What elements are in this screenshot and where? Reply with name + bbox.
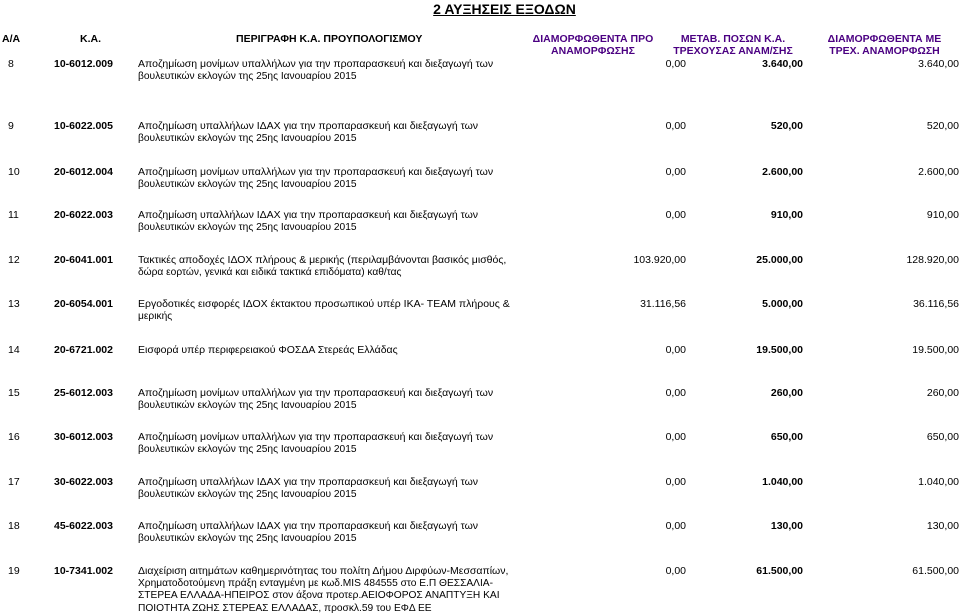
page-title: 2 ΑΥΞΗΣΕΙΣ ΕΞΟΔΩΝ <box>433 1 576 17</box>
account-code: 20-6054.001 <box>54 298 113 310</box>
value-after: 1.040,00 <box>918 476 959 488</box>
account-code: 20-6022.003 <box>54 209 113 221</box>
value-after: 19.500,00 <box>912 344 959 356</box>
row-description: Εργοδοτικές εισφορές ΙΔΟΧ έκτακτου προσωπικού υπέρ ΙΚΑ- ΤΕΑΜ πλήρους & μερικής <box>138 298 510 322</box>
value-after: 650,00 <box>926 431 959 443</box>
row-description: Αποζημίωση υπαλλήλων ΙΔΑΧ για την προπαρασκευή και διεξαγωγή των βουλευτικών εκλογών της 25ης Ιανουαρίου 2015 <box>138 476 479 500</box>
row-number: 16 <box>8 431 20 443</box>
account-code: 20-6721.002 <box>54 344 113 356</box>
account-code: 20-6012.004 <box>54 166 113 178</box>
account-code: 30-6022.003 <box>54 476 113 488</box>
value-before: 0,00 <box>665 120 686 132</box>
value-before: 0,00 <box>665 209 686 221</box>
value-change: 19.500,00 <box>756 344 803 356</box>
header-description: ΠΕΡΙΓΡΑΦΗ Κ.Α. ΠΡΟΥΠΟΛΟΓΙΣΜΟΥ <box>236 33 423 45</box>
value-after: 61.500,00 <box>912 565 959 577</box>
value-change: 910,00 <box>770 209 803 221</box>
value-before: 0,00 <box>665 344 686 356</box>
row-description: Αποζημίωση υπαλλήλων ΙΔΑΧ για την προπαρασκευή και διεξαγωγή των βουλευτικών εκλογών της 25ης Ιανουαρίου 2015 <box>138 209 479 233</box>
value-change: 130,00 <box>770 520 803 532</box>
header-aa: Α/Α <box>2 33 21 45</box>
row-description: Αποζημίωση υπαλλήλων ΙΔΑΧ για την προπαρασκευή και διεξαγωγή των βουλευτικών εκλογών της 25ης Ιανουαρίου 2015 <box>138 520 479 544</box>
value-change: 5.000,00 <box>762 298 803 310</box>
value-change: 25.000,00 <box>756 254 803 266</box>
row-description: Εισφορά υπέρ περιφερειακού ΦΟΣΔΑ Στερεάς Ελλάδας <box>138 344 398 356</box>
row-description: Αποζημίωση μονίμων υπαλλήλων για την προπαρασκευή και διεξαγωγή των βουλευτικών εκλογών της 25ης Ιανουαρίου 2015 <box>138 166 494 190</box>
value-after: 910,00 <box>926 209 959 221</box>
value-after: 260,00 <box>926 387 959 399</box>
account-code: 10-6022.005 <box>54 120 113 132</box>
account-code: 10-7341.002 <box>54 565 113 577</box>
value-change: 3.640,00 <box>762 58 803 70</box>
value-before: 0,00 <box>665 476 686 488</box>
value-change: 520,00 <box>770 120 803 132</box>
value-before: 0,00 <box>665 431 686 443</box>
row-description: Αποζημίωση μονίμων υπαλλήλων για την προπαρασκευή και διεξαγωγή των βουλευτικών εκλογών της 25ης Ιανουαρίου 2015 <box>138 58 494 82</box>
header-col-after: ΔΙΑΜΟΡΦΩΘΕΝΤΑ ΜΕ ΤΡΕΧ. ΑΝΑΜΟΡΦΩΣΗ <box>827 33 942 57</box>
header-col-before: ΔΙΑΜΟΡΦΩΘΕΝΤΑ ΠΡΟ ΑΝΑΜΟΡΦΩΣΗΣ <box>532 33 654 57</box>
row-description: Αποζημίωση μονίμων υπαλλήλων για την προπαρασκευή και διεξαγωγή των βουλευτικών εκλογών της 25ης Ιανουαρίου 2015 <box>138 387 494 411</box>
value-after: 36.116,56 <box>913 298 959 310</box>
value-change: 260,00 <box>770 387 803 399</box>
row-number: 15 <box>8 387 20 399</box>
row-description: Αποζημίωση υπαλλήλων ΙΔΑΧ για την προπαρασκευή και διεξαγωγή των βουλευτικών εκλογών της 25ης Ιανουαρίου 2015 <box>138 120 479 144</box>
row-number: 9 <box>8 120 14 132</box>
value-change: 650,00 <box>770 431 803 443</box>
value-before: 103.920,00 <box>633 254 686 266</box>
account-code: 25-6012.003 <box>54 387 113 399</box>
value-change: 61.500,00 <box>756 565 803 577</box>
row-number: 18 <box>8 520 20 532</box>
row-number: 19 <box>8 565 20 577</box>
row-number: 11 <box>8 209 19 221</box>
row-description: Διαχείριση αιτημάτων καθημερινότητας του πολίτη Δήμου Διρφύων-Μεσσαπίων, Χρηματοδοτούμενη πράξη ενταγμένη με κωδ.MIS 484555 στο Ε.Π ΘΕΣΣΑΛΙΑ- ΣΤΕΡΕΑ ΕΛΛΑΔΑ-ΗΠΕΙΡΟΣ στον άξονα προτερ.ΑΕΙΟΦΟΡΟΣ ΑΝΑΠΤΥΞΗ ΚΑΙ ΠΟΙΟΤΗΤΑ ΖΩΗΣ ΣΤΕΡΕΑΣ ΕΛΛΑΔΑΣ, προσκλ.59 του ΕΦΔ ΕΕ <box>138 565 509 614</box>
value-before: 0,00 <box>665 166 686 178</box>
row-number: 10 <box>8 166 20 178</box>
account-code: 45-6022.003 <box>54 520 113 532</box>
header-ka: Κ.Α. <box>80 33 101 45</box>
value-after: 3.640,00 <box>918 58 959 70</box>
value-before: 0,00 <box>665 58 686 70</box>
value-before: 31.116,56 <box>640 298 686 310</box>
value-after: 520,00 <box>926 120 959 132</box>
row-number: 12 <box>8 254 20 266</box>
account-code: 30-6012.003 <box>54 431 113 443</box>
value-after: 130,00 <box>926 520 959 532</box>
value-before: 0,00 <box>665 565 686 577</box>
row-number: 17 <box>8 476 20 488</box>
value-before: 0,00 <box>665 520 686 532</box>
row-number: 14 <box>8 344 20 356</box>
row-number: 13 <box>8 298 20 310</box>
row-description: Αποζημίωση μονίμων υπαλλήλων για την προπαρασκευή και διεξαγωγή των βουλευτικών εκλογών της 25ης Ιανουαρίου 2015 <box>138 431 494 455</box>
row-number: 8 <box>8 58 14 70</box>
row-description: Τακτικές αποδοχές ΙΔΟΧ πλήρους & μερικής (περιλαμβάνονται βασικός μισθός, δώρα εορτών, γενικά και ειδικά τακτικά επιδόματα) καθ/τας <box>138 254 507 278</box>
value-after: 128.920,00 <box>906 254 959 266</box>
header-col-change: ΜΕΤΑΒ. ΠΟΣΩΝ Κ.Α. ΤΡΕΧΟΥΣΑΣ ΑΝΑΜ/ΣΗΣ <box>673 33 793 57</box>
value-after: 2.600,00 <box>918 166 959 178</box>
account-code: 10-6012.009 <box>54 58 113 70</box>
value-change: 1.040,00 <box>762 476 803 488</box>
value-before: 0,00 <box>665 387 686 399</box>
account-code: 20-6041.001 <box>54 254 113 266</box>
value-change: 2.600,00 <box>762 166 803 178</box>
